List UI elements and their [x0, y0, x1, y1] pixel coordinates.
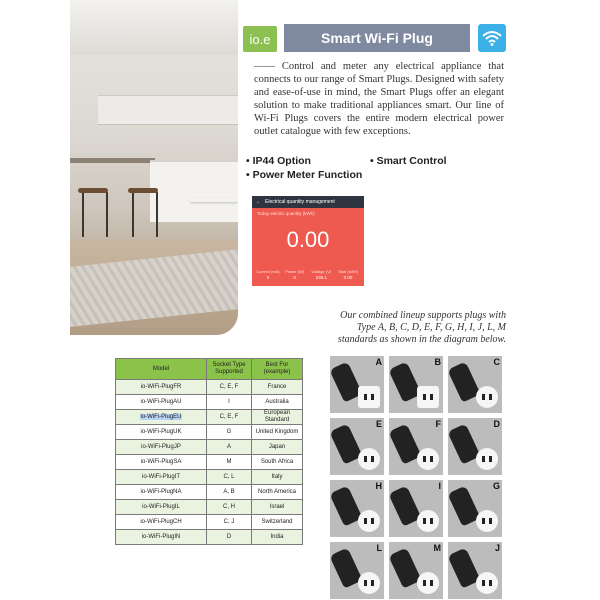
socket-icon — [476, 572, 498, 594]
socket-icon — [358, 448, 380, 470]
socket-type-cell: A, B — [207, 485, 252, 500]
plug-type-f — [389, 418, 443, 475]
model-cell: io-WiFi-PlugCH — [116, 515, 207, 530]
socket-icon — [417, 448, 439, 470]
plug-type-e — [330, 418, 384, 475]
app-subtitle: Today electric quantity (kWh) — [257, 211, 315, 216]
table-row — [116, 485, 303, 500]
socket-type-cell: C, L — [207, 470, 252, 485]
table-row — [116, 440, 303, 455]
plug-type-label: G — [492, 481, 500, 491]
best-for-cell: United Kingdom — [252, 425, 303, 440]
plug-type-g — [448, 480, 502, 537]
feature-item: • IP44 Option — [246, 155, 311, 167]
plug-type-m — [389, 542, 443, 599]
table-row — [116, 500, 303, 515]
app-stat: Power (W) 0 — [285, 269, 305, 280]
socket-icon — [358, 572, 380, 594]
best-for-cell: North America — [252, 485, 303, 500]
best-for-cell: India — [252, 530, 303, 545]
socket-icon — [417, 510, 439, 532]
plug-type-i — [389, 480, 443, 537]
model-cell: io-WiFi-PlugIT — [116, 470, 207, 485]
table-row — [116, 395, 303, 410]
table-header-row — [116, 359, 303, 380]
plug-type-b — [389, 356, 443, 413]
best-for-cell: Italy — [252, 470, 303, 485]
feature-item: • Power Meter Function — [246, 169, 362, 181]
plug-type-label: C — [493, 357, 500, 367]
best-for-cell: Israel — [252, 500, 303, 515]
best-for-cell: France — [252, 380, 303, 395]
plug-type-j — [448, 542, 502, 599]
socket-icon — [476, 448, 498, 470]
plug-type-label: D — [493, 419, 500, 429]
table-row — [116, 470, 303, 485]
brand-logo: io.e — [243, 26, 277, 52]
model-cell — [116, 410, 207, 425]
best-for-cell: Japan — [252, 440, 303, 455]
socket-icon — [476, 510, 498, 532]
socket-type-cell: G — [207, 425, 252, 440]
best-for-cell: European Standard — [252, 410, 303, 425]
plug-type-label: E — [375, 419, 382, 429]
plug-type-label: L — [376, 543, 382, 553]
kitchen-photo — [70, 0, 238, 335]
model-cell: io-WiFi-PlugIL — [116, 500, 207, 515]
socket-type-cell: C, E, F — [207, 410, 252, 425]
socket-icon — [358, 386, 380, 408]
model-cell: io-WiFi-PlugIN — [116, 530, 207, 545]
model-cell: io-WiFi-PlugFR — [116, 380, 207, 395]
model-cell: io-WiFi-PlugAU — [116, 395, 207, 410]
socket-type-cell: D — [207, 530, 252, 545]
socket-icon — [476, 386, 498, 408]
socket-type-cell: C, H — [207, 500, 252, 515]
column-header: Best For (example) — [252, 359, 303, 380]
model-cell: io-WiFi-PlugNA — [116, 485, 207, 500]
app-value: 0.00 — [286, 227, 330, 252]
app-stat: Total (kWh) 0.00 — [337, 269, 359, 280]
table-row — [116, 530, 303, 545]
table-row — [116, 515, 303, 530]
plug-type-label: M — [433, 543, 441, 553]
column-header: Socket Type Supported — [207, 359, 252, 380]
socket-type-cell: A — [207, 440, 252, 455]
model-table — [115, 358, 303, 545]
feature-item: • Smart Control — [370, 155, 447, 167]
socket-icon — [417, 386, 439, 408]
plug-type-label: J — [494, 543, 500, 553]
best-for-cell: Switzerland — [252, 515, 303, 530]
table-row — [116, 425, 303, 440]
model-cell: io-WiFi-PlugJP — [116, 440, 207, 455]
plug-type-label: H — [375, 481, 382, 491]
app-stat: Voltage (V) 236.1 — [311, 269, 332, 280]
table-row — [116, 455, 303, 470]
socket-icon — [417, 572, 439, 594]
plug-type-c — [448, 356, 502, 413]
back-arrow-icon: ← — [256, 199, 261, 205]
intro-text: —— Control and meter any electrical appliance that connects to our range of Smart Plugs. Designed with safety and ease-of-use in mind, the Smart Plugs offer an elegant solution to make traditional appliances smart. Our line of Wi-Fi Plugs covers the entire modern electrical power outlet catalogue with few exceptions. — [254, 61, 504, 137]
plug-type-label: A — [375, 357, 382, 367]
plug-type-h — [330, 480, 384, 537]
socket-icon — [358, 510, 380, 532]
app-title: Electrical quantity management — [265, 199, 335, 205]
lineup-text: Our combined lineup supports plugs with Type A, B, C, D, E, F, G, H, I, J, L, M standards as shown in the diagram below. — [337, 310, 506, 345]
page-title: Smart Wi-Fi Plug — [284, 24, 470, 52]
socket-type-cell: M — [207, 455, 252, 470]
socket-type-cell: C, J — [207, 515, 252, 530]
column-header: Model — [116, 359, 207, 380]
table-row — [116, 410, 303, 425]
app-stats — [256, 269, 360, 280]
plug-type-a — [330, 356, 384, 413]
wifi-icon — [478, 24, 506, 52]
plug-type-label: B — [434, 357, 441, 367]
app-screenshot — [252, 196, 364, 286]
socket-type-cell: C, E, F — [207, 380, 252, 395]
socket-type-cell: I — [207, 395, 252, 410]
model-cell: io-WiFi-PlugUK — [116, 425, 207, 440]
app-header — [252, 196, 364, 208]
best-for-cell: South Africa — [252, 455, 303, 470]
table-row — [116, 380, 303, 395]
model-cell: io-WiFi-PlugSA — [116, 455, 207, 470]
plug-type-label: I — [438, 481, 441, 491]
model-cell-text: io-WiFi-PlugEU — [140, 413, 182, 420]
plug-type-l — [330, 542, 384, 599]
app-stat: Current (mA) 0 — [256, 269, 280, 280]
best-for-cell: Australia — [252, 395, 303, 410]
plug-type-label: F — [435, 419, 441, 429]
plug-type-d — [448, 418, 502, 475]
